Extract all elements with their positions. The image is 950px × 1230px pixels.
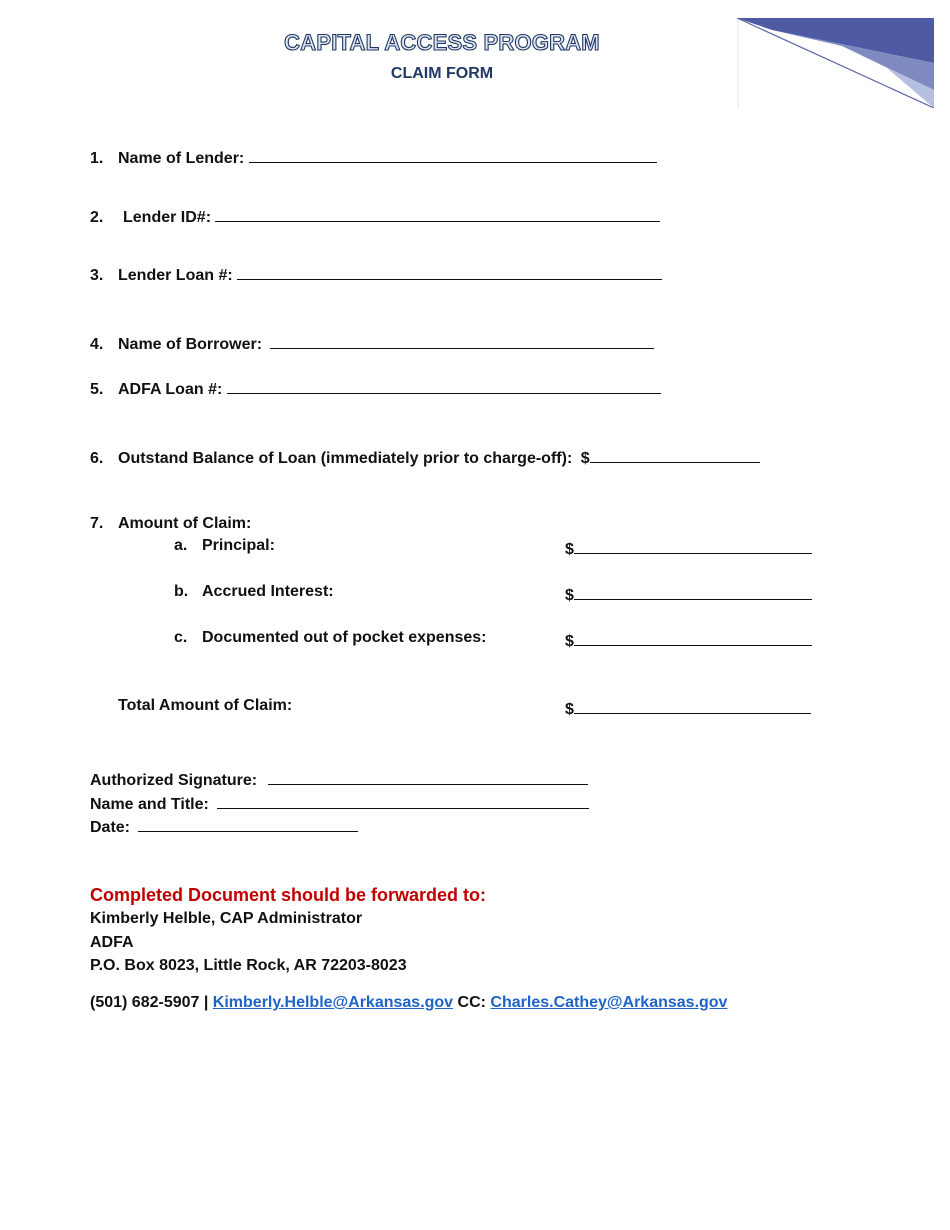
- name-of-lender-input-line[interactable]: [249, 146, 657, 163]
- contact-name: Kimberly Helble, CAP Administrator: [90, 910, 363, 927]
- field-number: 3.: [90, 267, 104, 284]
- name-and-title-input-line[interactable]: [217, 792, 589, 809]
- primary-email-link[interactable]: Kimberly.Helble@Arkansas.gov: [212, 994, 454, 1011]
- principal-input-line[interactable]: [574, 537, 812, 554]
- total-amount: [565, 697, 811, 719]
- date-input-line[interactable]: [138, 815, 358, 832]
- field-number: 7.: [90, 515, 104, 532]
- item-label: Documented out of pocket expenses:: [202, 629, 487, 646]
- claim-item-expenses: [174, 629, 487, 647]
- item-letter: b.: [174, 583, 189, 600]
- item-label: Accrued Interest:: [202, 583, 334, 600]
- contact-phone: (501) 682-5907 |: [90, 994, 209, 1011]
- accrued-interest-input-line[interactable]: [574, 583, 812, 600]
- currency-symbol: $: [565, 587, 574, 604]
- currency-symbol: $: [565, 701, 574, 718]
- currency-symbol: $: [565, 541, 574, 558]
- item-label: Principal:: [202, 537, 275, 554]
- adfa-loan-number-input-line[interactable]: [227, 377, 661, 394]
- contact-address: P.O. Box 8023, Little Rock, AR 72203-8023: [90, 957, 407, 974]
- field-label: Outstand Balance of Loan (immediately prior to charge-off):: [118, 450, 573, 467]
- field-label: Amount of Claim:: [118, 515, 252, 532]
- cc-email-link[interactable]: Charles.Cathey@Arkansas.gov: [490, 994, 728, 1011]
- outstanding-balance-input-line[interactable]: [590, 446, 760, 463]
- principal-amount: [565, 537, 812, 559]
- field-adfa-loan-number: [90, 377, 661, 399]
- expenses-amount: [565, 629, 812, 651]
- contact-org: ADFA: [90, 934, 134, 951]
- currency-symbol: $: [565, 633, 574, 650]
- field-label: ADFA Loan #:: [118, 381, 223, 398]
- field-number: 4.: [90, 336, 104, 353]
- item-letter: c.: [174, 629, 188, 646]
- item-letter: a.: [174, 537, 188, 554]
- name-and-title-label: Name and Title:: [90, 796, 209, 813]
- form-subtitle: CLAIM FORM: [390, 65, 494, 82]
- field-number: 6.: [90, 450, 104, 467]
- field-label: Name of Borrower:: [118, 336, 263, 353]
- lender-loan-number-input-line[interactable]: [237, 263, 662, 280]
- currency-symbol: $: [580, 450, 590, 467]
- cc-label: CC:: [457, 994, 486, 1011]
- corner-decoration: [737, 18, 934, 108]
- field-label: Name of Lender:: [118, 150, 245, 167]
- authorized-signature-row: [90, 768, 588, 790]
- field-lender-loan-number: [90, 263, 662, 285]
- form-title: CAPITAL ACCESS PROGRAM: [284, 30, 600, 55]
- field-label: Lender Loan #:: [118, 267, 233, 284]
- field-number: 1.: [90, 150, 104, 167]
- field-label: Lender ID#:: [123, 209, 212, 226]
- field-lender-id: [90, 205, 660, 227]
- lender-id-input-line[interactable]: [215, 205, 660, 222]
- expenses-input-line[interactable]: [574, 629, 812, 646]
- date-label: Date:: [90, 819, 131, 836]
- name-and-title-row: [90, 792, 589, 814]
- claim-item-principal: [174, 537, 275, 555]
- field-name-of-lender: [90, 146, 657, 168]
- authorized-signature-label: Authorized Signature:: [90, 772, 258, 789]
- field-amount-of-claim: [90, 515, 251, 533]
- field-number: 5.: [90, 381, 104, 398]
- field-number: 2.: [90, 209, 104, 226]
- claim-item-accrued-interest: [174, 583, 334, 601]
- name-of-borrower-input-line[interactable]: [270, 332, 654, 349]
- contact-line: [90, 994, 727, 1012]
- total-amount-input-line[interactable]: [574, 697, 811, 714]
- field-name-of-borrower: [90, 332, 654, 354]
- forward-heading: Completed Document should be forwarded to:: [90, 885, 487, 905]
- date-row: [90, 815, 358, 837]
- field-outstanding-balance: [90, 446, 760, 468]
- authorized-signature-input-line[interactable]: [268, 768, 588, 785]
- total-amount-label: Total Amount of Claim:: [118, 697, 293, 714]
- accrued-interest-amount: [565, 583, 812, 605]
